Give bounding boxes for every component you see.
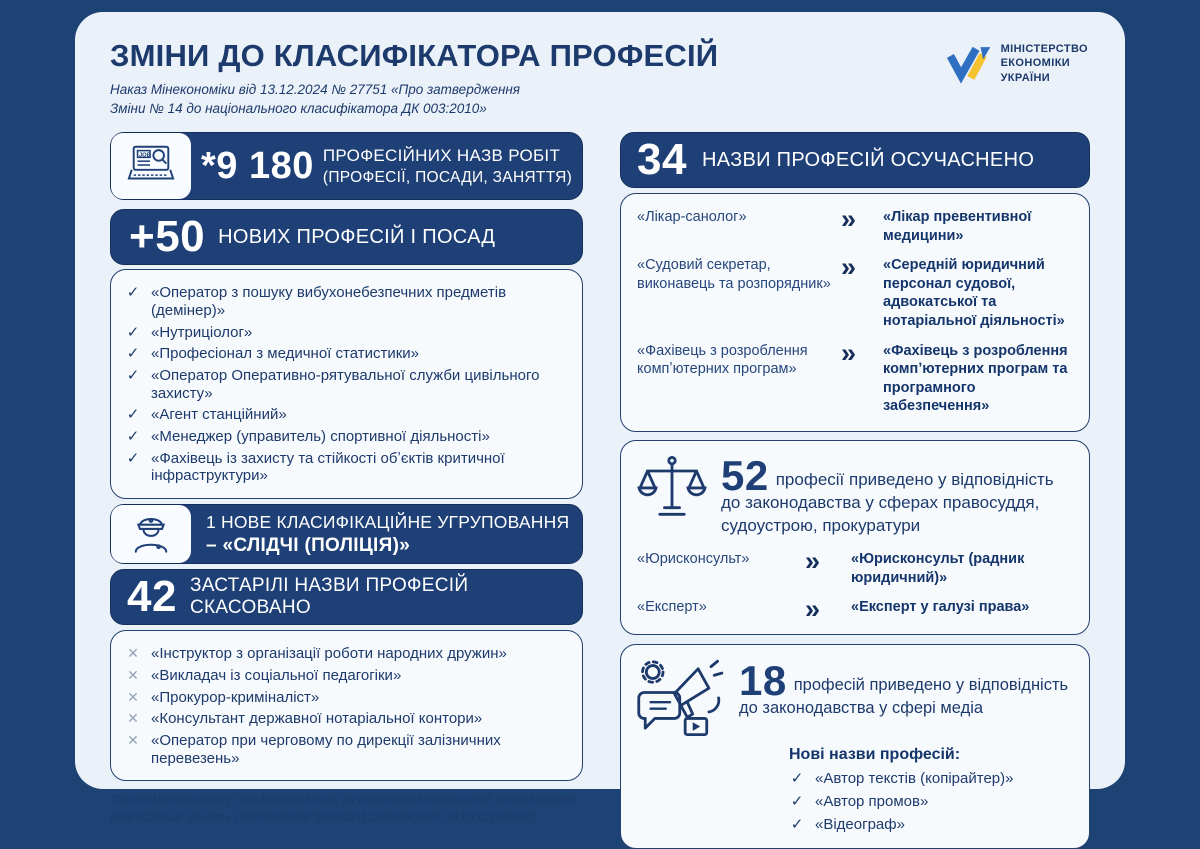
- group-banner-text: [191, 512, 569, 557]
- logo-line3: УКРАЇНИ: [1000, 71, 1051, 84]
- ministry-logo: [946, 42, 1088, 85]
- scales-of-justice-icon: [637, 455, 707, 519]
- new-name: «Лікар превентивної медицини»: [883, 209, 1032, 244]
- cross-icon: [125, 645, 141, 662]
- justice-renamed-list: [637, 550, 1073, 619]
- check-icon: [125, 428, 141, 445]
- new-number: +50: [129, 212, 206, 262]
- page-subtitle: [110, 81, 1090, 118]
- total-number: *9 180: [201, 145, 314, 188]
- logo-line2: ЕКОНОМІКИ: [1000, 57, 1071, 70]
- page-title: ЗМІНИ ДО КЛАСИФІКАТОРА ПРОФЕСІЙ: [110, 38, 719, 73]
- media-subheading: Нові назви професій:: [789, 746, 961, 764]
- list-item: [125, 284, 568, 319]
- list-item: [125, 428, 568, 446]
- double-chevron-icon: [805, 552, 851, 571]
- total-banner-text: [191, 146, 572, 187]
- old-name: «Фахівець з розроблення компʼютерних програм»: [637, 342, 808, 378]
- total-label: [323, 146, 572, 187]
- old-name: «Юрисконсульт»: [637, 551, 750, 568]
- abolished-number: 42: [127, 572, 177, 622]
- check-icon: [125, 345, 141, 362]
- header: [110, 38, 1090, 118]
- old-name: «Судовий секретар, виконавець та розпорядник»: [637, 257, 831, 292]
- media-text: [739, 658, 1073, 719]
- logo-line1: МІНІСТЕРСТВО: [1000, 43, 1088, 55]
- list-item: [125, 645, 568, 663]
- profession-name: «Прокурор-криміналіст»: [151, 688, 320, 706]
- new-group-banner: [110, 504, 583, 564]
- new-name: «Фахівець з розроблення компʼютерних програм та програмного забезпечення»: [883, 342, 1068, 415]
- list-item: [125, 345, 568, 363]
- renamed-row: [637, 550, 1073, 587]
- old-name: «Лікар-санолог»: [637, 209, 747, 226]
- double-chevron-icon: [805, 600, 851, 619]
- justice-number: 52: [721, 451, 769, 499]
- new-professions-banner: [110, 209, 583, 265]
- profession-name: «Інструктор з організації роботи народних дружин»: [151, 645, 507, 663]
- abolished-banner: [110, 569, 583, 625]
- right-column: [620, 132, 1090, 849]
- profession-name: «Нутриціолог»: [151, 323, 253, 341]
- check-icon: [789, 816, 805, 833]
- abolished-professions-card: [110, 630, 583, 781]
- media-megaphone-icon: [637, 658, 729, 740]
- abolished-label-line1: ЗАСТАРІЛІ НАЗВИ ПРОФЕСІЙ: [189, 574, 469, 596]
- media-card-header: [637, 658, 1073, 740]
- cross-icon: [125, 732, 141, 749]
- profession-name: «Професіонал з медичної статистики»: [151, 345, 419, 363]
- profession-name: «Оператор з пошуку вибухонебезпечних предметів (демінер)»: [151, 284, 507, 319]
- modernized-number: 34: [637, 135, 687, 185]
- justice-description: професії приведено у відповідність до законодавства у сферах правосуддя, судоустрою, прокуратури: [721, 469, 1054, 535]
- modernized-label: НАЗВИ ПРОФЕСІЙ ОСУЧАСНЕНО: [701, 148, 1035, 171]
- renamed-row: [637, 208, 1075, 245]
- abolished-professions-list: [111, 631, 582, 780]
- footnote-line2: класифікації занять (International Standard Classification of Occupations): [110, 809, 538, 825]
- list-item: [789, 770, 1073, 788]
- renamed-row: [637, 342, 1075, 416]
- double-chevron-icon: [841, 210, 883, 229]
- justice-card: [620, 440, 1090, 635]
- justice-card-header: [637, 451, 1073, 537]
- profession-name: «Відеограф»: [815, 815, 905, 833]
- profession-name: «Агент станційний»: [151, 406, 287, 424]
- ministry-logo-text: [1001, 42, 1088, 85]
- group-line2: – «СЛІДЧІ (ПОЛІЦІЯ)»: [206, 534, 411, 556]
- subtitle-line1: Наказ Мінекономіки від 13.12.2024 № 27751 «Про затвердження: [110, 82, 521, 97]
- police-officer-icon: [111, 505, 191, 563]
- list-item: [125, 732, 568, 767]
- left-column: [110, 132, 583, 849]
- list-item: [125, 689, 568, 707]
- new-name: «Експерт у галузі права»: [851, 599, 1030, 616]
- media-number: 18: [739, 657, 787, 705]
- new-label: НОВИХ ПРОФЕСІЙ І ПОСАД: [218, 225, 496, 248]
- old-name: «Експерт»: [637, 599, 707, 616]
- list-item: [125, 667, 568, 685]
- double-chevron-icon: [841, 258, 883, 277]
- renamed-professions-card: [620, 193, 1090, 431]
- check-icon: [125, 324, 141, 341]
- renamed-row: [637, 598, 1073, 619]
- check-icon: [789, 793, 805, 810]
- new-name: «Середній юридичний персонал судової, адвокатської та нотаріальної діяльності»: [883, 257, 1065, 329]
- renamed-row: [637, 256, 1075, 330]
- infographic-card: [75, 12, 1125, 833]
- cross-icon: [125, 667, 141, 684]
- profession-name: «Автор промов»: [815, 792, 929, 810]
- check-icon: [125, 406, 141, 423]
- total-professions-banner: [110, 132, 583, 200]
- double-chevron-icon: [841, 344, 883, 363]
- profession-name: «Оператор при черговому по дирекції залізничних перевезень»: [151, 731, 501, 767]
- job-search-laptop-icon: [111, 133, 191, 199]
- content-columns: [110, 132, 1090, 849]
- list-item: [125, 324, 568, 342]
- total-label-line2: (ПРОФЕСІЇ, ПОСАДИ, ЗАНЯТТЯ): [322, 168, 573, 186]
- media-card: [620, 644, 1090, 849]
- profession-name: «Консультант державної нотаріальної контори»: [151, 710, 483, 728]
- modernized-banner: [620, 132, 1090, 188]
- ministry-logo-mark-icon: [946, 44, 992, 82]
- total-label-line1: ПРОФЕСІЙНИХ НАЗВ РОБІТ: [322, 145, 561, 165]
- profession-name: «Викладач із соціальної педагогіки»: [151, 666, 402, 684]
- new-name: «Юрисконсульт (радник юридичний)»: [851, 551, 1025, 586]
- abolished-label: [190, 575, 468, 620]
- media-description: професій приведено у відповідність до законодавства у сфері медіа: [739, 676, 1069, 717]
- profession-name: «Автор текстів (копірайтер)»: [815, 770, 1014, 788]
- profession-name: «Оператор Оперативно-рятувальної служби цивільного захисту»: [151, 367, 540, 402]
- media-new-names: [789, 746, 1073, 833]
- list-item: [125, 367, 568, 402]
- justice-text: [721, 451, 1073, 537]
- list-item: [789, 816, 1073, 834]
- list-item: [125, 406, 568, 424]
- abolished-label-line2: СКАСОВАНО: [189, 597, 311, 619]
- check-icon: [125, 367, 141, 384]
- check-icon: [125, 284, 141, 301]
- cross-icon: [125, 689, 141, 706]
- new-professions-list: [111, 270, 582, 498]
- list-item: [789, 793, 1073, 811]
- svg-text:JOB: JOB: [138, 152, 151, 159]
- list-item: [125, 450, 568, 485]
- group-line1: 1 НОВЕ КЛАСИФІКАЦІЙНЕ УГРУПОВАННЯ: [206, 511, 570, 532]
- profession-name: «Фахівець із захисту та стійкості обʼєктів критичної інфраструктури»: [151, 449, 505, 485]
- profession-name: «Менеджер (управитель) спортивної діяльності»: [151, 428, 490, 446]
- subtitle-line2: Зміни № 14 до національного класифікатора ДК 003:2010»: [110, 100, 487, 116]
- check-icon: [789, 770, 805, 787]
- list-item: [125, 710, 568, 728]
- check-icon: [125, 450, 141, 467]
- media-new-names-list: [789, 770, 1073, 833]
- cross-icon: [125, 710, 141, 727]
- new-professions-card: [110, 269, 583, 499]
- footnote: [110, 790, 583, 826]
- footnote-line1: *систематизовані у професійні групи за ієрархією Міжнародної стандартної: [110, 791, 576, 807]
